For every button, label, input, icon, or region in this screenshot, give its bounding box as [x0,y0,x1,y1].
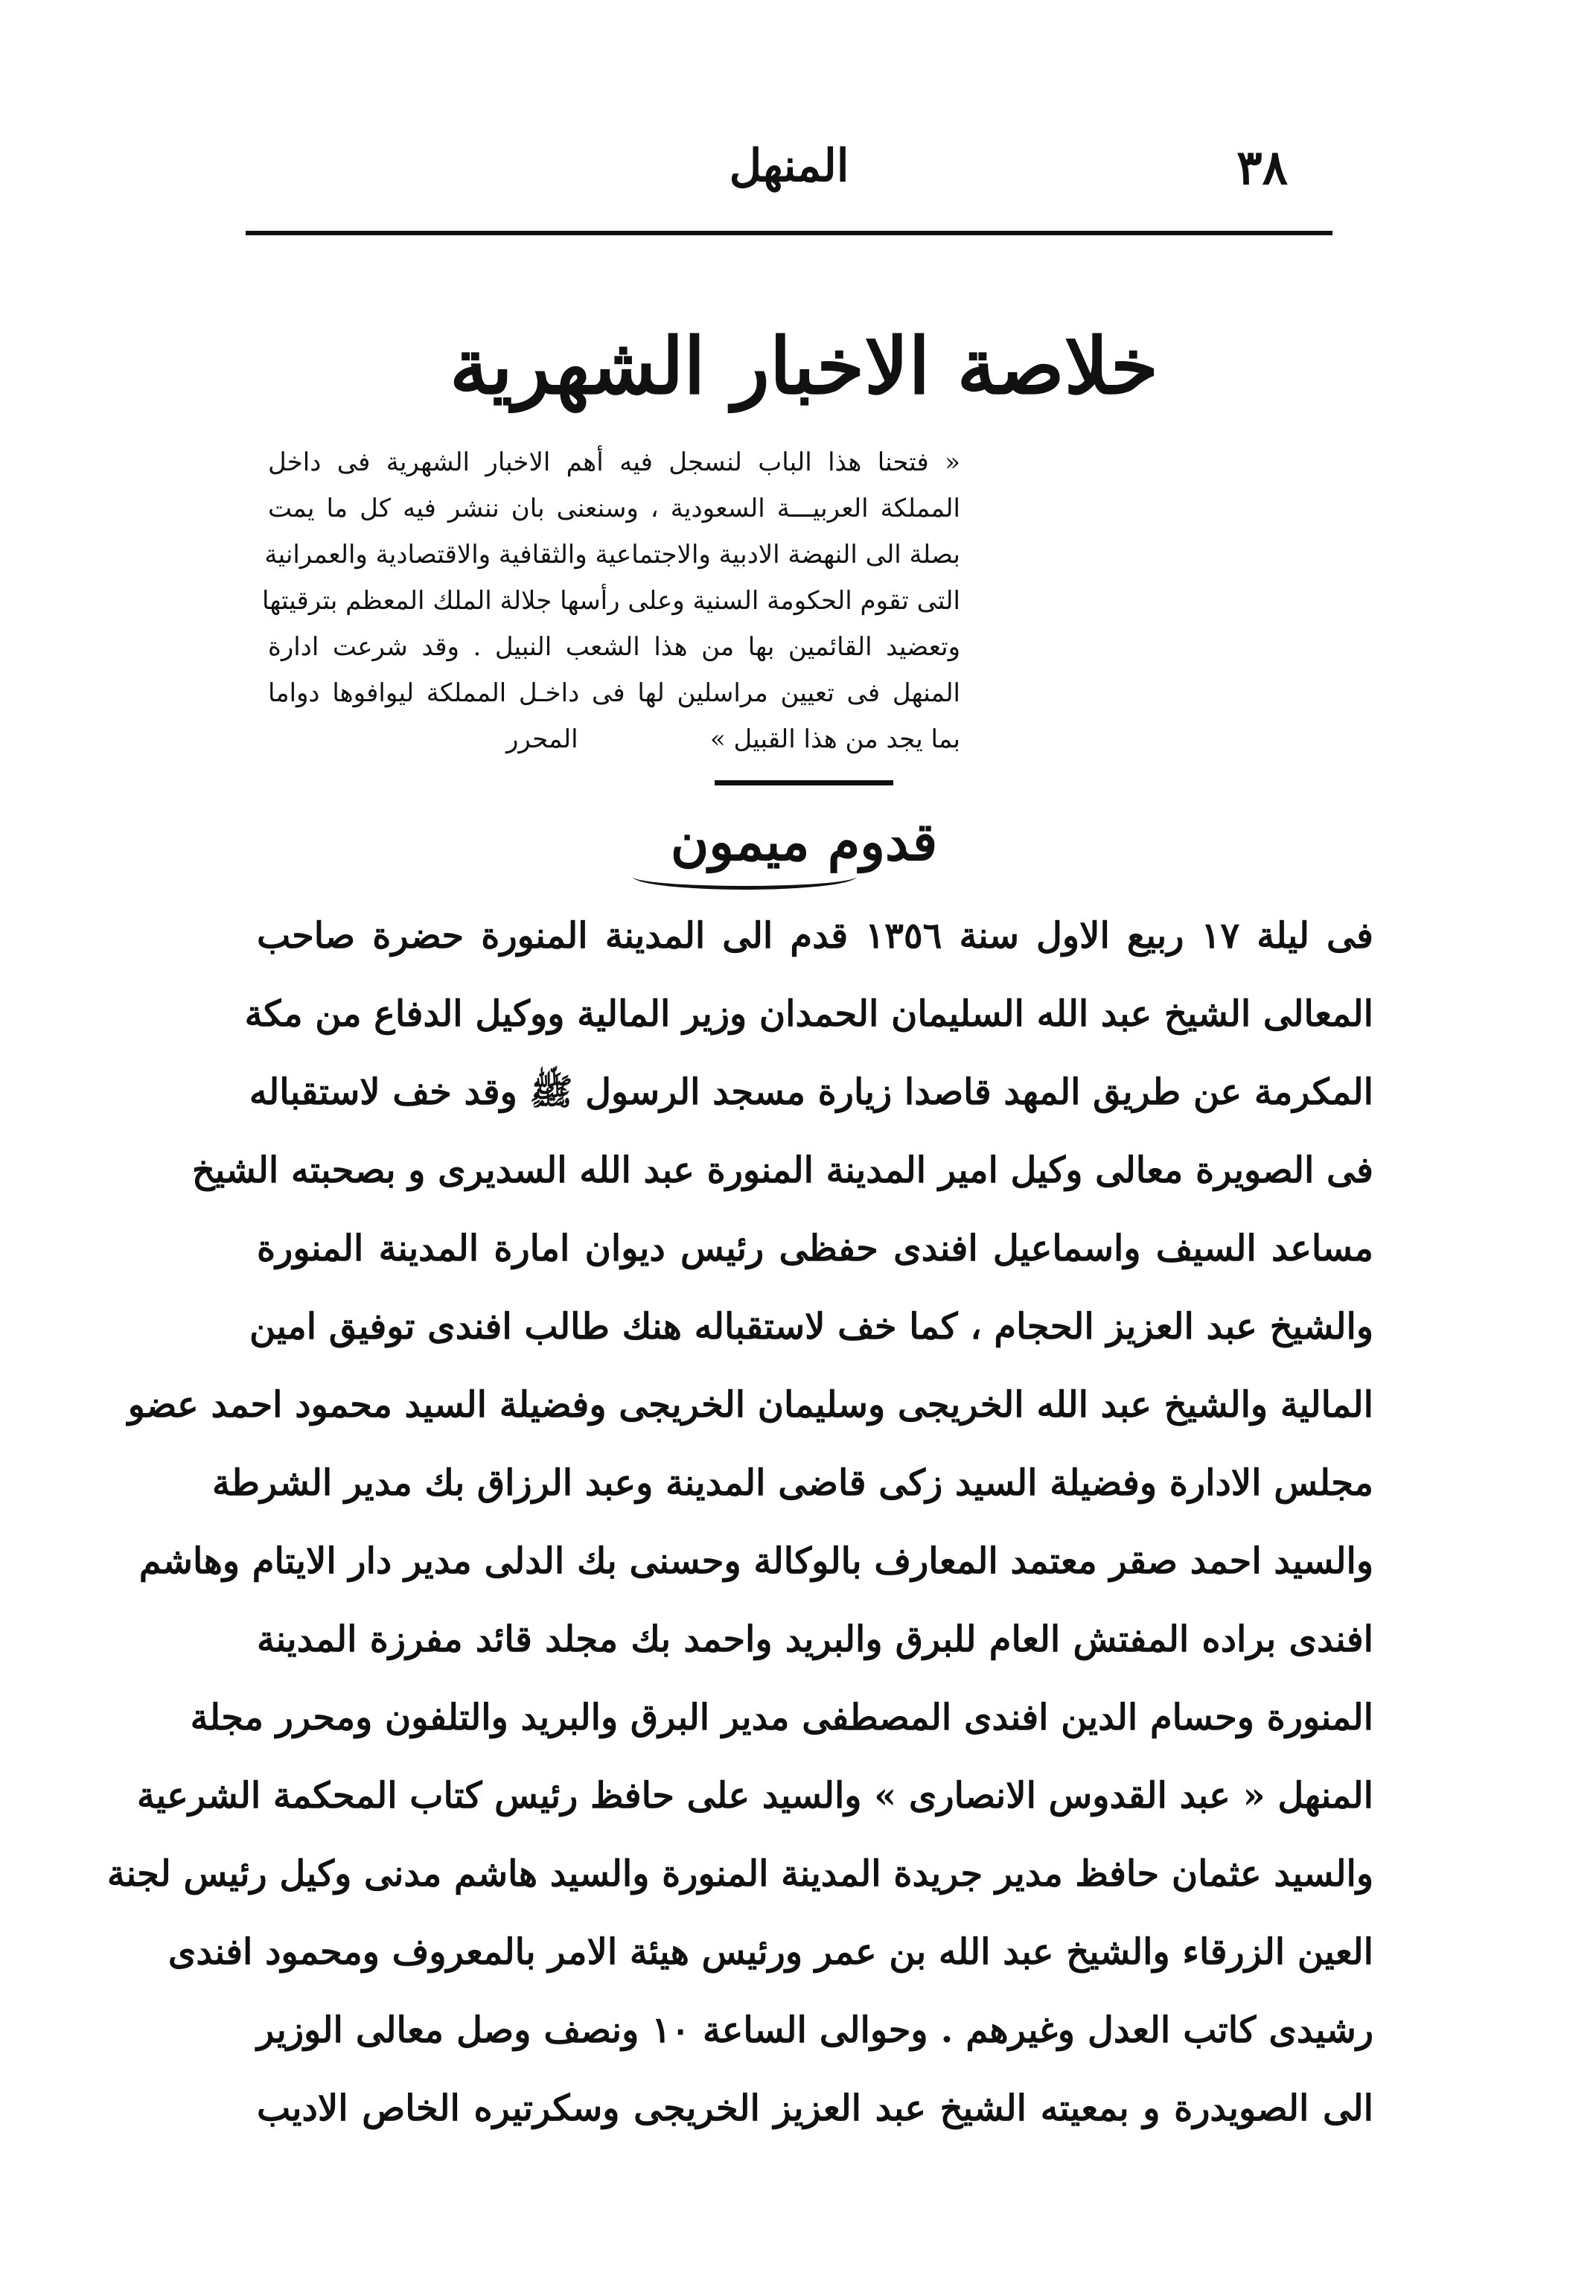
intro-line: وتعضيد القائمين بها من هذا الشعب النبيل . وقد شرعت ادارة [268,632,960,662]
intro-line: « فتحنا هذا الباب لنسجل فيه أهم الاخبار الشهرية فى داخل [268,447,960,477]
title-swash [633,864,856,890]
page-number: ٣٨ [1236,140,1288,196]
article-line: العين الزرقاء والشيخ عبد الله بن عمر ورئيس هيئة الامر بالمعروف ومحمود افندى [167,1931,1373,1973]
intro-line: المملكة العربيـــة السعودية ، وسنعنى بان ننشر فيه كل ما يمت [268,494,960,523]
article-line: رشيدى كاتب العدل وغيرهم . وحوالى الساعة ١٠ ونصف وصل معالى الوزير [257,2009,1374,2051]
article-line: المعالى الشيخ عبد الله السليمان الحمدان وزير المالية ووكيل الدفاع من مكة [244,993,1373,1035]
article-line: افندى براده المفتش العام للبرق والبريد واحمد بك مجلد قائد مفرزة المدينة [257,1619,1374,1660]
page-header [246,140,1332,207]
intro-line: المنهل فى تعيين مراسلين لها فى داخـل المملكة ليوافوها دواما [268,678,960,708]
article-line: الى الصويدرة و بمعيته الشيخ عبد العزيز الخريجى وسكرتيره الخاص الاديب [257,2088,1373,2129]
article-line: المنورة وحسام الدين افندى المصطفى مدير البرق والبريد والتلفون ومحرر مجلة [190,1697,1373,1738]
article-body [106,897,1374,2148]
intro-line: التى تقوم الحكومة السنية وعلى رأسها جلالة الملك المعظم بترقيتها [262,586,960,616]
header-rule [246,231,1332,235]
separator-rule [715,780,893,785]
article-line: فى الصويرة معالى وكيل امير المدينة المنورة عبد الله السديرى و بصحبته الشيخ [191,1149,1373,1191]
article-line: فى ليلة ١٧ ربيع الاول سنة ١٣٥٦ قدم الى المدينة المنورة حضرة صاحب [257,915,1373,957]
article-line: مساعد السيف واسماعيل افندى حفظى رئيس ديوان امارة المدينة المنورة [257,1228,1373,1269]
intro-line: بصلة الى النهضة الادبية والاجتماعية والثقافية والاقتصادية والعمرانية [264,540,960,570]
article-line: والسيد عثمان حافظ مدير جريدة المدينة المنورة والسيد هاشم مدنى وكيل رئيس لجنة [106,1853,1373,1895]
article-line: والشيخ عبد العزيز الحجام ، كما خف لاستقباله هنك طالب افندى توفيق امين [249,1306,1373,1348]
intro-editor-signature: المحرر [506,724,578,754]
article-line: المكرمة عن طريق المهد قاصدا زيارة مسجد الرسول ﷺ وقد خف لاستقباله [249,1071,1373,1113]
intro-closing-text: بما يجد من هذا القبيل » [709,724,960,754]
article-title: قدوم ميمون [670,811,938,873]
article-line: المالية والشيخ عبد الله الخريجى وسليمان الخريجى وفضيلة السيد محمود احمد عضو [127,1384,1373,1426]
article-line: والسيد احمد صقر معتمد المعارف بالوكالة وحسنى بك الدلى مدير دار الايتام وهاشم [138,1540,1373,1582]
article-line: المنهل « عبد القدوس الانصارى » والسيد على حافظ رئيس كتاب المحكمة الشرعية [137,1775,1373,1817]
intro-box [262,439,960,762]
article-line: مجلس الادارة وفضيلة السيد زكى قاضى المدينة وعبد الرزاق بك مدير الشرطة [212,1462,1373,1504]
section-title: خلاصة الاخبار الشهرية [450,320,1158,412]
journal-name: المنهل [729,140,849,192]
intro-last-line [268,716,960,762]
